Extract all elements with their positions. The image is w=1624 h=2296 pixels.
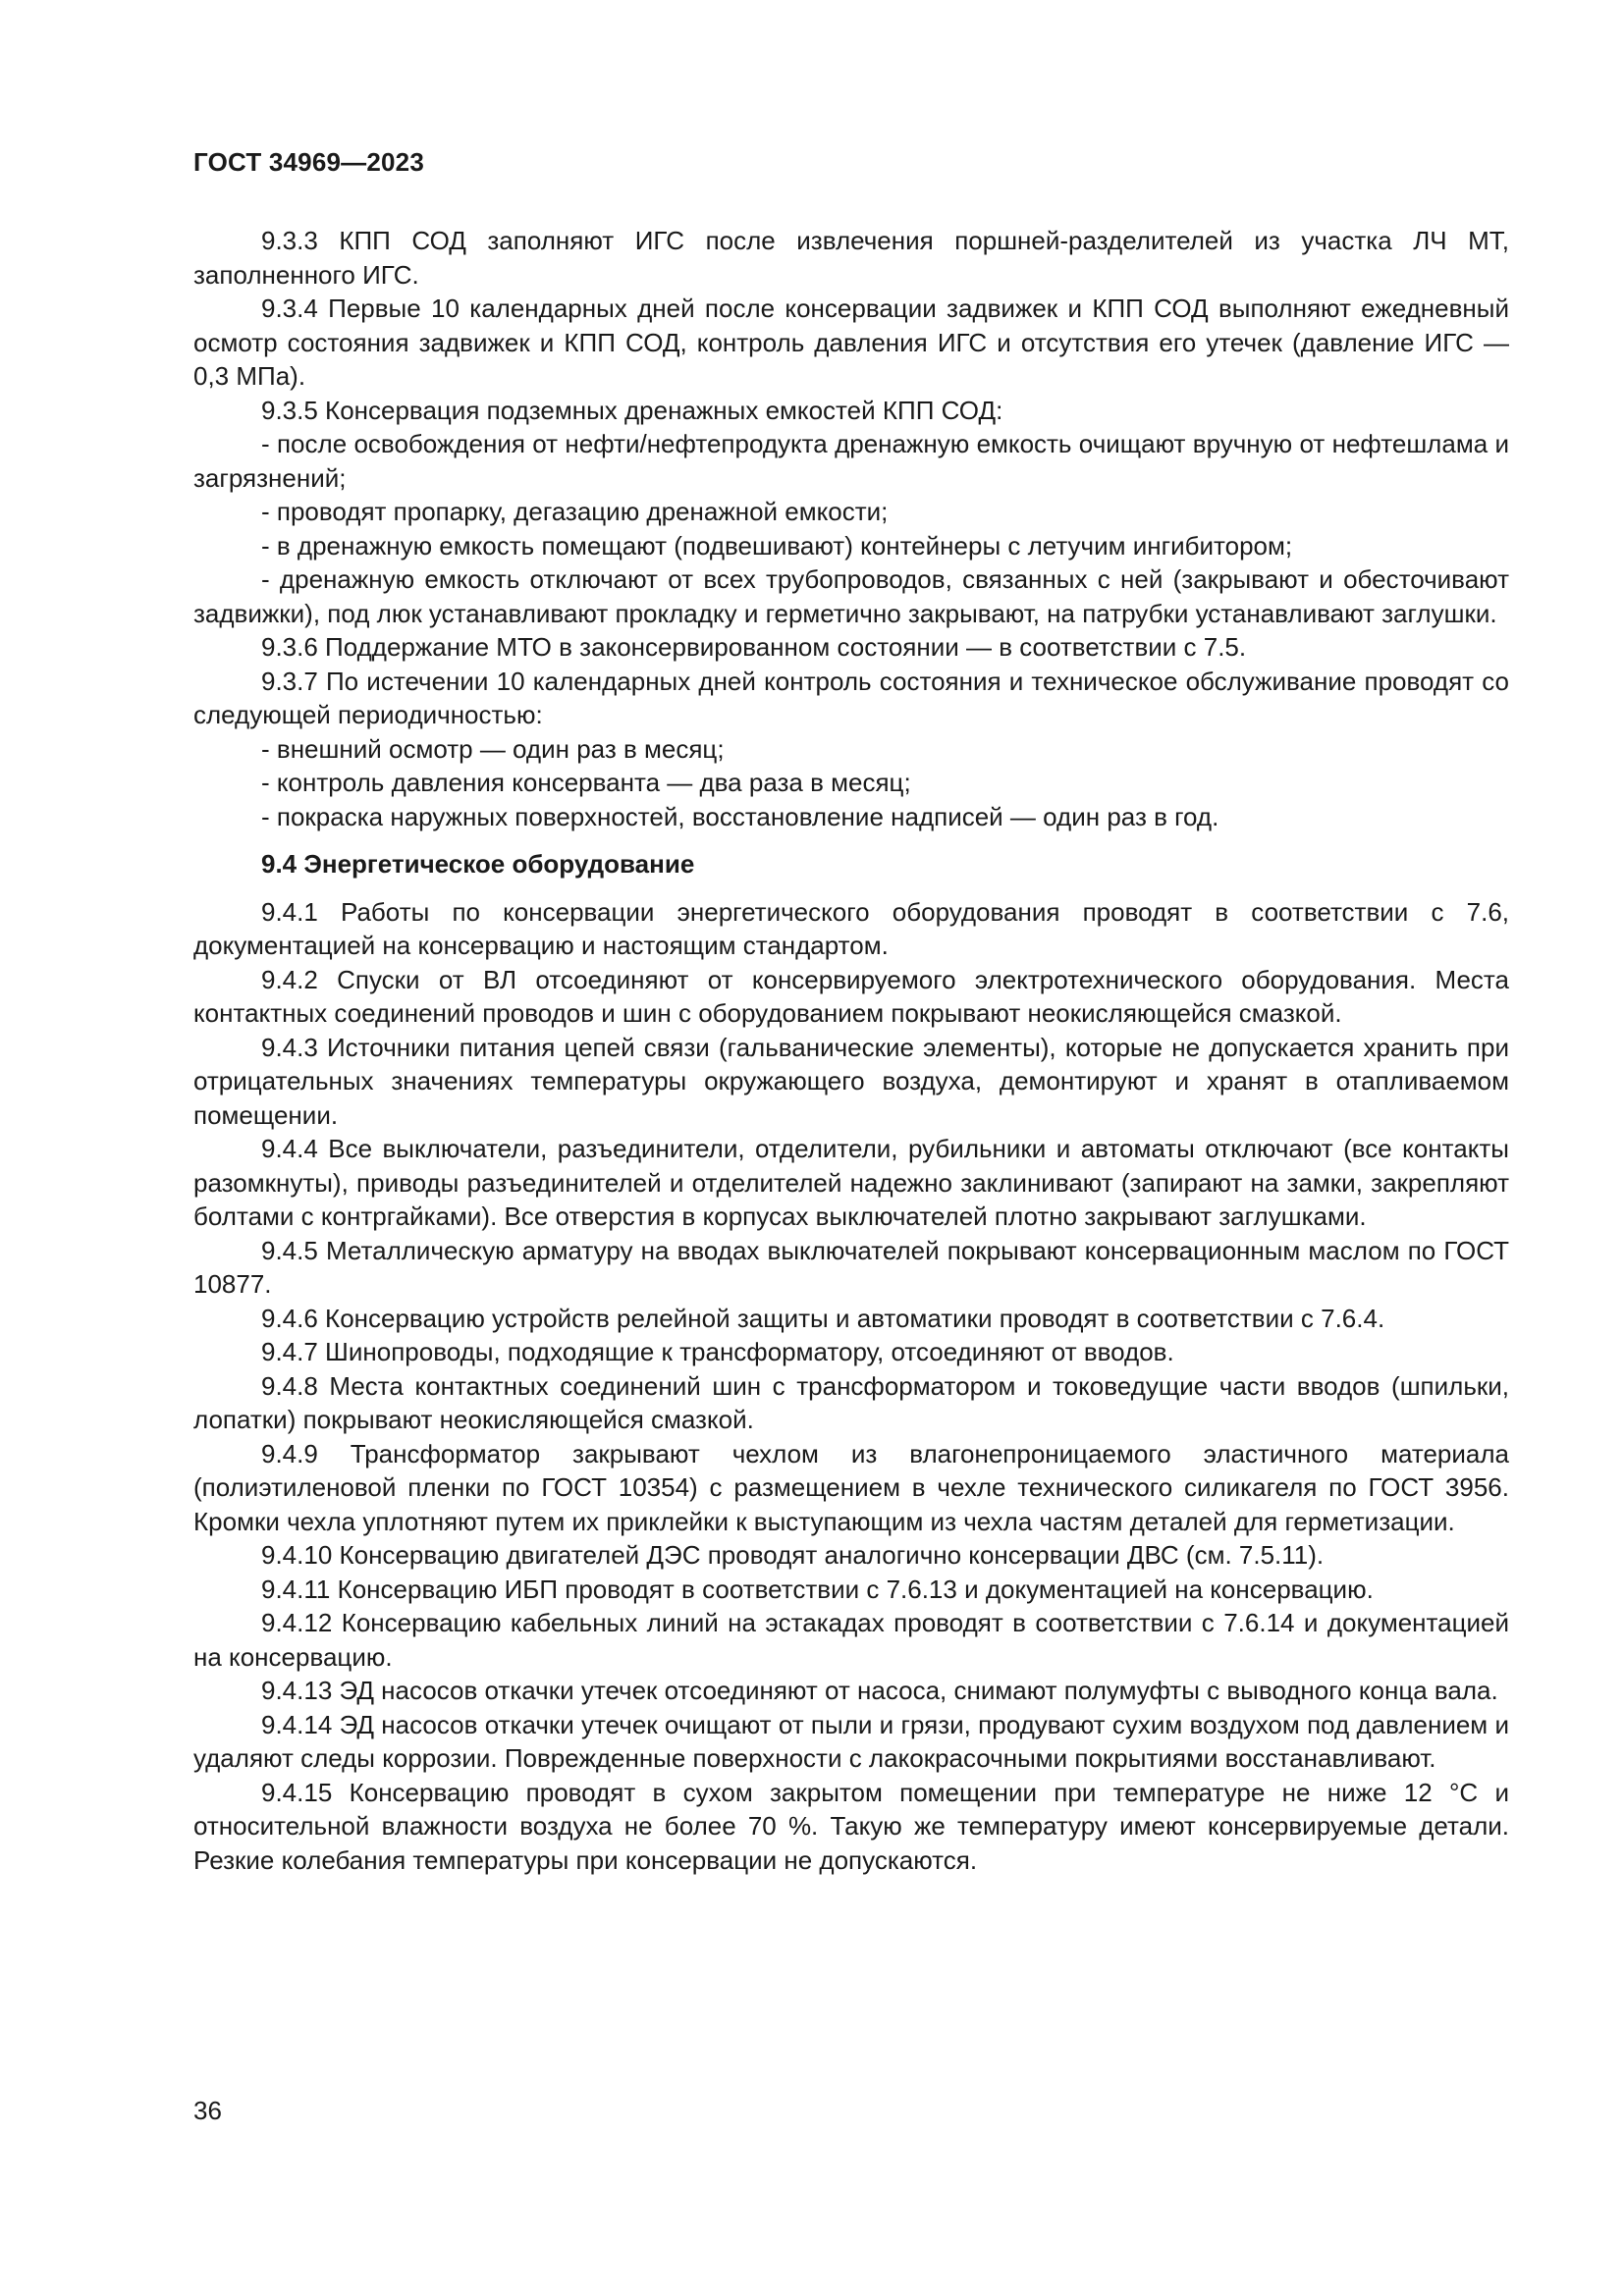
- list-item: - контроль давления консерванта — два раза в месяц;: [261, 768, 911, 797]
- page-number: 36: [193, 2096, 222, 2125]
- paragraph-9-4-2: 9.4.2 Спуски от ВЛ отсоединяют от консервируемого электротехнического оборудования. Места контактных соединений проводов и шин с оборудованием покрывают неокисляющейся смазкой.: [193, 964, 1509, 1028]
- paragraph-9-4-11: 9.4.11 Консервацию ИБП проводят в соответствии с 7.6.13 и документацией на консервацию.: [261, 1574, 1374, 1604]
- paragraph-9-4-6: 9.4.6 Консервацию устройств релейной защиты и автоматики проводят в соответствии с 7.6.4.: [261, 1303, 1385, 1333]
- paragraph-9-4-14: 9.4.14 ЭД насосов откачки утечек очищают от пыли и грязи, продувают сухим воздухом под давлением и удаляют следы коррозии. Поврежденные поверхности с лакокрасочными покрытиями восстанавливают.: [193, 1709, 1509, 1773]
- paragraph-9-4-5: 9.4.5 Металлическую арматуру на вводах выключателей покрывают консервационным маслом по ГОСТ 10877.: [193, 1235, 1509, 1299]
- paragraph-9-4-7: 9.4.7 Шинопроводы, подходящие к трансформатору, отсоединяют от вводов.: [261, 1337, 1174, 1366]
- paragraph-9-3-7: 9.3.7 По истечении 10 календарных дней контроль состояния и техническое обслуживание проводят со следующей периодичностью:: [193, 666, 1509, 729]
- paragraph-9-4-15: 9.4.15 Консервацию проводят в сухом закрытом помещении при температуре не ниже 12 °С и относительной влажности воздуха не более 70 %. Такую же температуру имеют консервируемые детали. Резкие колебания температуры при консервации не допускаются.: [193, 1777, 1509, 1875]
- list-item: - проводят пропарку, дегазацию дренажной емкости;: [261, 497, 889, 526]
- paragraph-9-4-10: 9.4.10 Консервацию двигателей ДЭС проводят аналогично консервации ДВС (см. 7.5.11).: [261, 1540, 1325, 1570]
- paragraph-9-4-13: 9.4.13 ЭД насосов откачки утечек отсоединяют от насоса, снимают полумуфты с выводного конца вала.: [261, 1676, 1498, 1705]
- paragraph-9-3-4: 9.3.4 Первые 10 календарных дней после консервации задвижек и КПП СОД выполняют ежедневный осмотр состояния задвижек и КПП СОД, контроль давления ИГС и отсутствия его утечек (давление ИГС — 0,3 МПа).: [193, 294, 1509, 391]
- paragraph-9-3-3: 9.3.3 КПП СОД заполняют ИГС после извлечения поршней-разделителей из участка ЛЧ МТ, заполненного ИГС.: [193, 226, 1509, 290]
- paragraph-9-4-9: 9.4.9 Трансформатор закрывают чехлом из влагонепроницаемого эластичного материала (полиэтиленовой пленки по ГОСТ 10354) с размещением в чехле технического силикагеля по ГОСТ 3956. Кромки чехла уплотняют путем их приклейки к выступающим из чехла частям деталей для герметизации.: [193, 1438, 1509, 1536]
- paragraph-9-4-3: 9.4.3 Источники питания цепей связи (гальванические элементы), которые не допускается хранить при отрицательных значениях температуры окружающего воздуха, демонтируют и хранят в отапливаемом помещении.: [193, 1032, 1509, 1130]
- list-item: - внешний осмотр — один раз в месяц;: [261, 733, 725, 764]
- list-item: - в дренажную емкость помещают (подвешивают) контейнеры с летучим ингибитором;: [261, 530, 1293, 561]
- paragraph-9-4-8: 9.4.8 Места контактных соединений шин с трансформатором и токоведущие части вводов (шпильки, лопатки) покрывают неокисляющейся смазкой.: [193, 1370, 1509, 1434]
- paragraph-9-4-1: 9.4.1 Работы по консервации энергетического оборудования проводят в соответствии с 7.6, документацией на консервацию и настоящим стандартом.: [193, 896, 1509, 960]
- list-item: - после освобождения от нефти/нефтепродукта дренажную емкость очищают вручную от нефтешлама и загрязнений;: [193, 429, 1509, 493]
- paragraph-9-3-6: 9.3.6 Поддержание МТО в законсервированном состоянии — в соответствии с 7.5.: [261, 632, 1247, 662]
- document-code-header: ГОСТ 34969—2023: [193, 147, 424, 177]
- list-item: - покраска наружных поверхностей, восстановление надписей — один раз в год.: [261, 801, 1219, 831]
- section-heading-9-4: 9.4 Энергетическое оборудование: [261, 849, 695, 879]
- paragraph-9-4-4: 9.4.4 Все выключатели, разъединители, отделители, рубильники и автоматы отключают (все контакты разомкнуты), приводы разъединителей и отделителей надежно заклинивают (запирают на замки, закрепляют болтами с контргайками). Все отверстия в корпусах выключателей плотно закрывают заглушками.: [193, 1134, 1509, 1231]
- list-item: - дренажную емкость отключают от всех трубопроводов, связанных с ней (закрывают и обесточивают задвижки), под люк устанавливают прокладку и герметично закрывают, на патрубки устанавливают заглушки.: [193, 564, 1509, 628]
- paragraph-9-4-12: 9.4.12 Консервацию кабельных линий на эстакадах проводят в соответствии с 7.6.14 и документацией на консервацию.: [193, 1608, 1509, 1672]
- paragraph-9-3-5: 9.3.5 Консервация подземных дренажных емкостей КПП СОД:: [261, 395, 1003, 425]
- document-body: [193, 224, 1509, 1877]
